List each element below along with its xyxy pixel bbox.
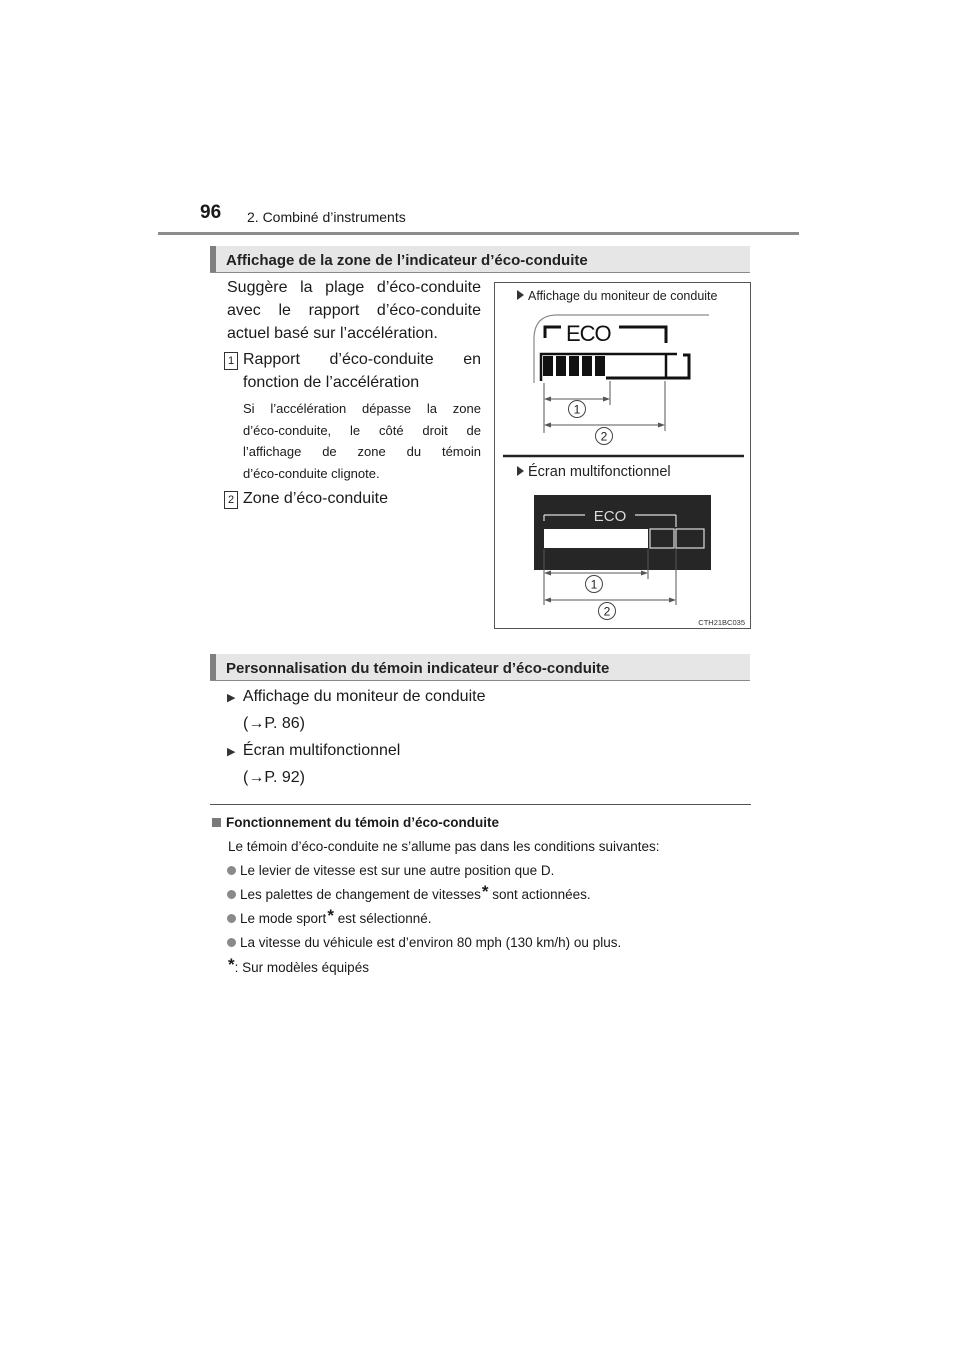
- eco-ratio-bar-display: [544, 529, 648, 548]
- triangle-bullet-icon: [517, 290, 524, 300]
- item-1-line2: fonction de l’accélération: [243, 374, 420, 391]
- asterisk-footnote-mark: *: [228, 955, 235, 974]
- note-line: d’éco-conduite, le côté droit de: [243, 422, 481, 438]
- eco-bracket-right: [619, 327, 666, 343]
- item-2-text: Zone d’éco-conduite: [243, 490, 388, 507]
- bullet-text: La vitesse du véhicule est d’environ 80 mph (130 km/h) ou plus.: [240, 935, 622, 950]
- eco-label-monitor: ECO: [566, 321, 611, 346]
- panel1-label: Affichage du moniteur de conduite: [528, 289, 718, 303]
- eco-label-display: ECO: [593, 508, 627, 525]
- bullet-text-after: sont actionnées.: [488, 887, 591, 902]
- notes-bullet: [227, 906, 432, 928]
- notes-bullet: [227, 934, 621, 952]
- triangle-bullet-icon: [517, 466, 524, 476]
- bullet-dot-icon: [227, 938, 236, 947]
- asterisk-footnote-mark: *: [327, 906, 334, 925]
- intro-line: Suggère la plage d’éco-conduite: [227, 279, 481, 296]
- footnote: [227, 955, 369, 977]
- intro-paragraph: [227, 276, 481, 345]
- notes-title-text: Fonctionnement du témoin d’éco-conduite: [226, 815, 499, 830]
- bullet-text: Le levier de vitesse est sur une autre position que D.: [240, 863, 555, 878]
- arrowhead-icon: [658, 423, 665, 428]
- bullet-dot-icon: [227, 866, 236, 875]
- triangle-bullet-icon: ▶: [227, 692, 236, 704]
- eco-bracket-left: [545, 327, 561, 338]
- square-bullet-icon: [212, 818, 221, 827]
- asterisk-footnote-mark: *: [481, 882, 489, 901]
- arrowhead-icon: [603, 397, 610, 402]
- callout-2-number: 2: [600, 429, 608, 444]
- section-heading-eco-zone: Affichage de la zone de l’indicateur d’éco-conduite: [210, 246, 750, 272]
- note-line: d’éco-conduite clignote.: [243, 465, 380, 481]
- callout-badge-1: 1: [224, 352, 238, 370]
- eco-zone-outline: [606, 355, 689, 378]
- arrowhead-icon: [641, 571, 648, 576]
- figure-code: CTH21BC035: [698, 618, 745, 627]
- running-head: 2. Combiné d’instruments: [247, 209, 406, 225]
- notes-divider: [210, 804, 751, 805]
- notes-title: [212, 815, 499, 830]
- triangle-bullet-icon: ▶: [227, 746, 236, 758]
- eco-ratio-segment: [556, 356, 566, 376]
- item-1-text: [243, 348, 481, 394]
- eco-indicator-figure: [494, 282, 751, 629]
- arrowhead-icon: [669, 598, 676, 603]
- notes-bullet: [227, 862, 554, 880]
- bullet-text: Les palettes de changement de vitesses: [240, 887, 481, 902]
- page-reference-92[interactable]: (→P. 92): [243, 769, 305, 786]
- page-number: 96: [200, 202, 222, 223]
- header-rule: [158, 232, 799, 235]
- intro-line: actuel basé sur l’accélération.: [227, 325, 438, 342]
- customization-item-label: Écran multifonctionnel: [242, 742, 401, 759]
- notes-lead: Le témoin d’éco-conduite ne s’allume pas dans les conditions suivantes:: [228, 839, 660, 854]
- item-1-note: [243, 398, 481, 484]
- eco-ratio-segment: [543, 356, 553, 376]
- callout-1-number: 1: [573, 402, 581, 417]
- arrowhead-icon: [544, 598, 551, 603]
- intro-line: avec le rapport d’éco-conduite: [227, 302, 481, 319]
- customization-item-label: Affichage du moniteur de conduite: [242, 688, 486, 705]
- arrowhead-icon: [544, 397, 551, 402]
- note-line: l’affichage de zone du témoin: [243, 444, 481, 459]
- customization-item-1: [227, 685, 485, 710]
- note-line: Si l’accélération dépasse la zone: [243, 401, 481, 416]
- panel2-label: Écran multifonctionnel: [528, 464, 671, 480]
- footnote-text: : Sur modèles équipés: [234, 960, 369, 975]
- callout-2-number: 2: [603, 604, 611, 619]
- callout-1-number: 1: [590, 577, 598, 592]
- customization-item-2: [227, 739, 400, 764]
- page-reference-86[interactable]: (→P. 86): [243, 715, 305, 732]
- bullet-dot-icon: [227, 914, 236, 923]
- bullet-text: Le mode sport: [240, 911, 327, 926]
- bullet-text-after: est sélectionné.: [333, 911, 432, 926]
- arrowhead-icon: [544, 571, 551, 576]
- arrowhead-icon: [544, 423, 551, 428]
- eco-ratio-segment: [595, 356, 605, 376]
- eco-ratio-segment: [582, 356, 592, 376]
- eco-ratio-segment: [569, 356, 579, 376]
- section-heading-customization: Personnalisation du témoin indicateur d’éco-conduite: [210, 654, 750, 680]
- item-1-line1: Rapport d’éco-conduite en: [243, 351, 481, 368]
- eco-figure-svg: [495, 283, 752, 630]
- callout-badge-2: 2: [224, 491, 238, 509]
- bullet-dot-icon: [227, 890, 236, 899]
- notes-bullet: [227, 882, 591, 904]
